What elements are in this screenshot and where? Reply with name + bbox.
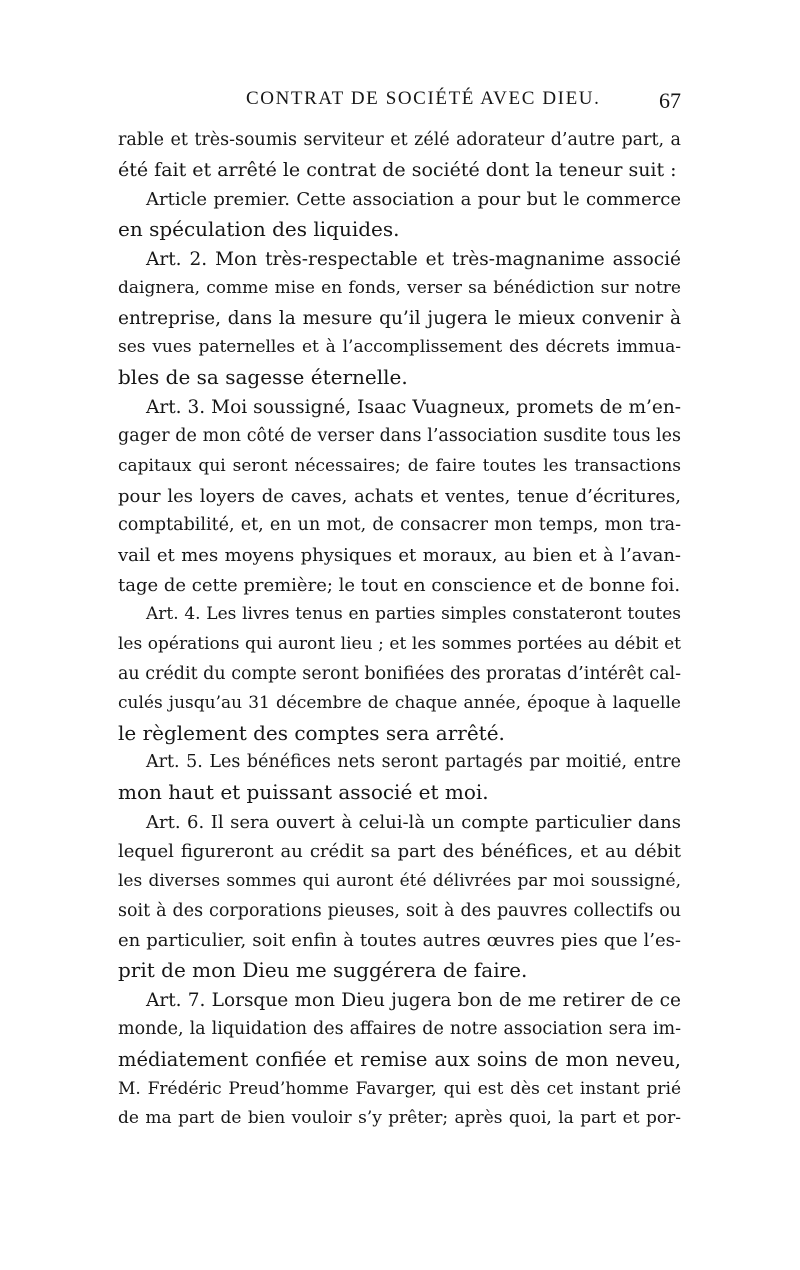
- text-line: Art. 7. Lorsque mon Dieu jugera bon de me retirer de ce: [146, 989, 681, 1011]
- text-line: bles de sa sagesse éternelle.: [118, 365, 408, 390]
- text-line: au crédit du compte seront bonifiées des proratas d’intérêt cal-: [118, 663, 681, 684]
- text-line: pour les loyers de caves, achats et ventes, tenue d’écritures,: [118, 485, 681, 507]
- text-line: les diverses sommes qui auront été délivrées par moi soussigné,: [118, 871, 681, 892]
- text-line: Art. 2. Mon très-respectable et très-magnanime associé: [146, 248, 681, 270]
- text-line: monde, la liquidation des affaires de notre association sera im-: [118, 1019, 681, 1040]
- text-line: Article premier. Cette association a pour but le commerce: [146, 189, 681, 211]
- page-number: 67: [659, 88, 681, 113]
- text-line: Art. 6. Il sera ouvert à celui-là un compte particulier dans: [146, 811, 681, 833]
- running-header: [118, 88, 681, 118]
- text-line: en particulier, soit enfin à toutes autres œuvres pies que l’es-: [118, 930, 681, 952]
- text-line: Art. 3. Moi soussigné, Isaac Vuagneux, promets de m’en-: [146, 396, 681, 418]
- text-line: capitaux qui seront nécessaires; de faire toutes les transactions: [118, 456, 681, 477]
- text-line: culés jusqu’au 31 décembre de chaque année, époque à laquelle: [118, 693, 681, 714]
- text-line: comptabilité, et, en un mot, de consacrer mon temps, mon tra-: [118, 515, 681, 536]
- text-line: M. Frédéric Preud’homme Favarger, qui est dès cet instant prié: [118, 1078, 681, 1099]
- text-line: vail et mes moyens physiques et moraux, au bien et à l’avan-: [118, 544, 681, 566]
- text-line: entreprise, dans la mesure qu’il jugera le mieux convenir à: [118, 307, 681, 329]
- text-line: mon haut et puissant associé et moi.: [118, 780, 489, 805]
- running-title: CONTRAT DE SOCIÉTÉ AVEC DIEU.: [246, 88, 601, 109]
- text-line: daignera, comme mise en fonds, verser sa bénédiction sur notre: [118, 278, 681, 299]
- text-line: Art. 4. Les livres tenus en parties simples constateront toutes: [146, 604, 681, 625]
- text-line: été fait et arrêté le contrat de société dont la teneur suit :: [118, 158, 677, 181]
- text-line: le règlement des comptes sera arrêté.: [118, 720, 505, 745]
- text-line: prit de mon Dieu me suggérera de faire.: [118, 957, 528, 982]
- text-line: soit à des corporations pieuses, soit à des pauvres collectifs ou: [118, 900, 681, 921]
- text-line: gager de mon côté de verser dans l’association susdite tous les: [118, 426, 681, 447]
- body-text: [118, 126, 681, 1134]
- text-line: les opérations qui auront lieu ; et les sommes portées au débit et: [118, 633, 681, 654]
- text-line: Art. 5. Les bénéfices nets seront partagés par moitié, entre: [146, 752, 681, 773]
- text-line: lequel figureront au crédit sa part des bénéfices, et au débit: [118, 841, 681, 863]
- text-line: de ma part de bien vouloir s’y prêter; après quoi, la part et por-: [118, 1108, 681, 1129]
- text-line: ses vues paternelles et à l’accomplissement des décrets immua-: [118, 337, 681, 358]
- text-line: médiatement confiée et remise aux soins de mon neveu,: [118, 1047, 681, 1071]
- text-line: en spéculation des liquides.: [118, 216, 400, 241]
- text-line: rable et très-soumis serviteur et zélé adorateur d’autre part, a: [118, 130, 681, 150]
- text-line: tage de cette première; le tout en conscience et de bonne foi.: [118, 574, 681, 596]
